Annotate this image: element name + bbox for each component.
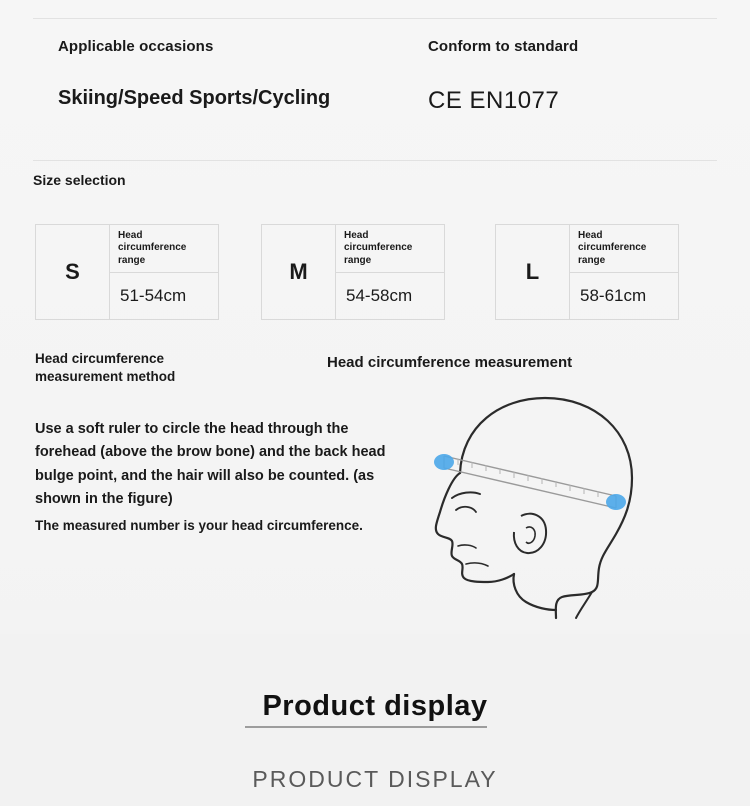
size-range-value: 51-54cm	[120, 286, 187, 305]
size-table	[0, 224, 750, 322]
product-display-subtitle: PRODUCT DISPLAY	[252, 766, 498, 792]
size-card-s	[35, 224, 219, 320]
section-divider	[33, 160, 717, 161]
size-letter: L	[496, 225, 570, 319]
top-divider	[33, 18, 717, 19]
product-display-underline	[245, 726, 487, 728]
conform-to-standard-label: Conform to standard	[428, 38, 579, 55]
size-range-label: Head circumference range	[110, 225, 218, 273]
size-letter: M	[262, 225, 336, 319]
measurement-figure-title: Head circumference measurement	[327, 354, 573, 371]
size-card-m	[261, 224, 445, 320]
size-range-label: Head circumference range	[570, 225, 678, 273]
size-detail	[336, 225, 444, 319]
measurement-method-title: Head circumference measurement method	[35, 351, 176, 385]
conform-to-standard-value: CE EN1077	[428, 87, 560, 114]
size-detail	[110, 225, 218, 319]
conform-to-standard-block	[428, 38, 578, 115]
size-range-label: Head circumference range	[336, 225, 444, 273]
size-range-value: 54-58cm	[346, 286, 413, 305]
applicable-occasions-value: Skiing/Speed Sports/Cycling	[58, 87, 331, 109]
measurement-instructions: Use a soft ruler to circle the head through the forehead (above the brow bone) and the back head bulge point, and the hair will also be counted. (as shown in the figure)	[35, 421, 386, 508]
measurement-note: The measured number is your head circumference.	[35, 518, 363, 533]
size-detail	[570, 225, 678, 319]
head-side-profile-icon	[400, 378, 700, 623]
applicable-occasions-label: Applicable occasions	[58, 38, 214, 55]
size-selection-title: Size selection	[33, 172, 126, 188]
size-card-l	[495, 224, 679, 320]
size-letter: S	[36, 225, 110, 319]
size-range-value: 58-61cm	[580, 286, 647, 305]
applicable-occasions-block	[58, 38, 330, 110]
product-display-title: Product display	[262, 690, 488, 722]
